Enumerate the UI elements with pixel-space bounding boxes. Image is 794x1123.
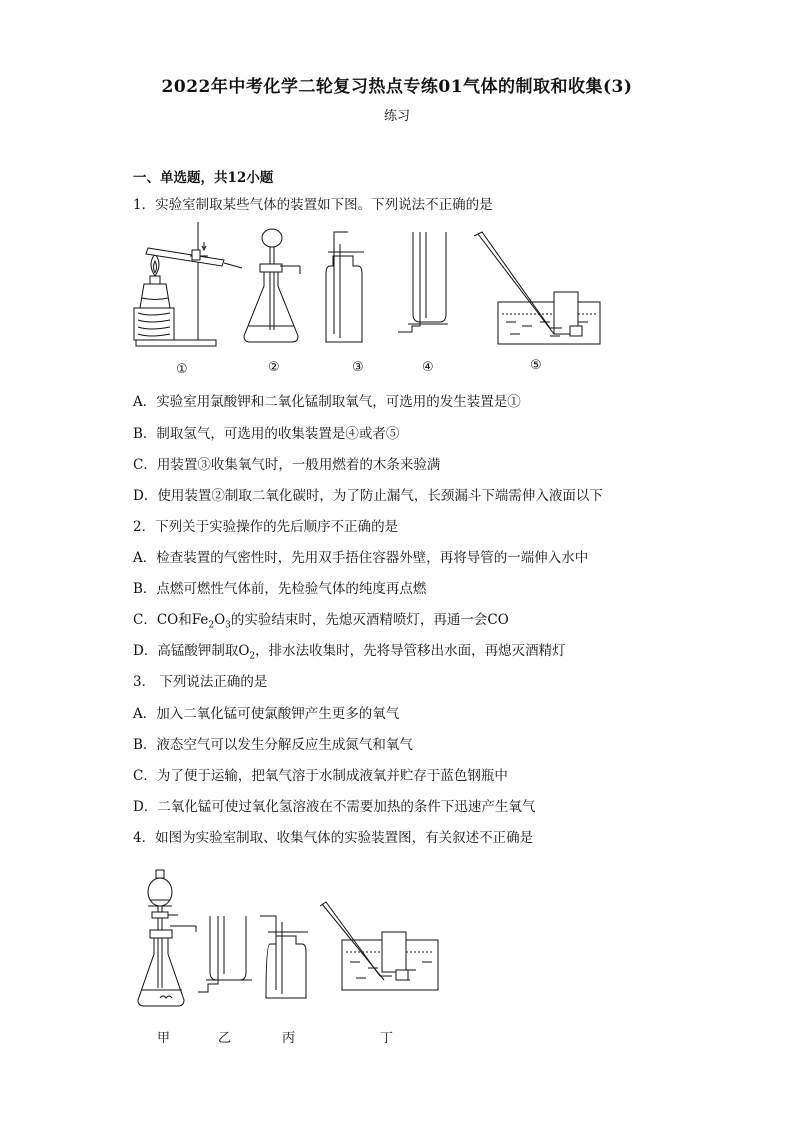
collection-bottle-apparatus-3 <box>326 232 364 342</box>
q2-d-pre: D．高锰酸钾制取O <box>133 643 250 659</box>
inverted-bottle-yi <box>198 916 252 992</box>
q2-c-sub2: 3 <box>225 620 231 631</box>
apparatus-label-2: ② <box>268 360 280 375</box>
inverted-bottle-apparatus-4 <box>398 232 448 332</box>
apparatus-label-ding: 丁 <box>380 1031 394 1046</box>
section-heading: 一、单选题，共12小题 <box>133 170 274 186</box>
apparatus-figure-1 <box>130 218 610 358</box>
q2-d-sub: 2 <box>249 651 256 662</box>
q1-option-a: A．实验室用氯酸钾和二氧化锰制取氧气，可选用的发生装置是① <box>133 394 521 410</box>
q2-option-a: A．检查装置的气密性时，先用双手捂住容器外壁，再将导管的一端伸入水中 <box>133 550 589 566</box>
q1-option-d: D．使用装置②制取二氧化碳时，为了防止漏气，长颈漏斗下端需伸入液面以下 <box>133 488 603 504</box>
apparatus-label-4: ④ <box>422 360 434 375</box>
water-trough-apparatus-5 <box>474 232 600 344</box>
apparatus-label-jia: 甲 <box>157 1031 171 1046</box>
page-subtitle: 练习 <box>383 109 410 124</box>
q2-c-mid: O <box>214 612 226 628</box>
q1-option-c: C．用装置③收集氧气时，一般用燃着的木条来验满 <box>133 457 441 473</box>
separatory-funnel-flask <box>138 870 196 1006</box>
q3-option-a: A．加入二氧化锰可使氯酸钾产生更多的氧气 <box>133 706 400 722</box>
question-2-stem: 2．下列关于实验操作的先后顺序不正确的是 <box>133 519 399 535</box>
apparatus-label-5: ⑤ <box>530 358 542 373</box>
apparatus-label-3: ③ <box>352 360 364 375</box>
q2-c-sub1: 2 <box>208 620 215 631</box>
q3-option-d: D．二氧化锰可使过氧化氢溶液在不需要加热的条件下迅速产生氧气 <box>133 799 536 815</box>
apparatus-label-yi: 乙 <box>218 1031 232 1046</box>
heating-apparatus-1 <box>134 222 242 346</box>
question-4-stem: 4．如图为实验室制取、收集气体的实验装置图，有关叙述不正确是 <box>133 830 534 846</box>
page-title: 2022年中考化学二轮复习热点专练01气体的制取和收集(3) <box>161 77 633 97</box>
q2-c-pre: C．CO和Fe <box>133 612 209 628</box>
q2-c-post: 的实验结束时，先熄灭酒精喷灯，再通一会CO <box>230 612 509 628</box>
q2-option-b: B．点燃可燃性气体前，先检验气体的纯度再点燃 <box>133 581 427 597</box>
q3-option-b: B．液态空气可以发生分解反应生成氮气和氧气 <box>133 737 413 753</box>
q2-d-post: ，排水法收集时，先将导管移出水面，再熄灭酒精灯 <box>255 643 566 659</box>
water-trough-ding <box>320 902 438 990</box>
apparatus-figure-4 <box>130 858 450 1018</box>
q2-option-d <box>133 639 566 662</box>
upright-bottle-bing <box>260 916 308 998</box>
apparatus-label-1: ① <box>176 362 188 377</box>
apparatus-label-bing: 丙 <box>282 1031 296 1046</box>
question-1-stem: 1．实验室制取某些气体的装置如下图。下列说法不正确的是 <box>133 197 493 213</box>
flask-funnel-apparatus-2 <box>244 229 300 342</box>
q1-option-b: B．制取氢气，可选用的收集装置是④或者⑤ <box>133 426 400 442</box>
q2-option-c <box>133 608 509 631</box>
question-3-stem: 3． 下列说法正确的是 <box>133 674 268 690</box>
q3-option-c: C．为了便于运输，把氧气溶于水制成液氧并贮存于蓝色钢瓶中 <box>133 768 508 784</box>
